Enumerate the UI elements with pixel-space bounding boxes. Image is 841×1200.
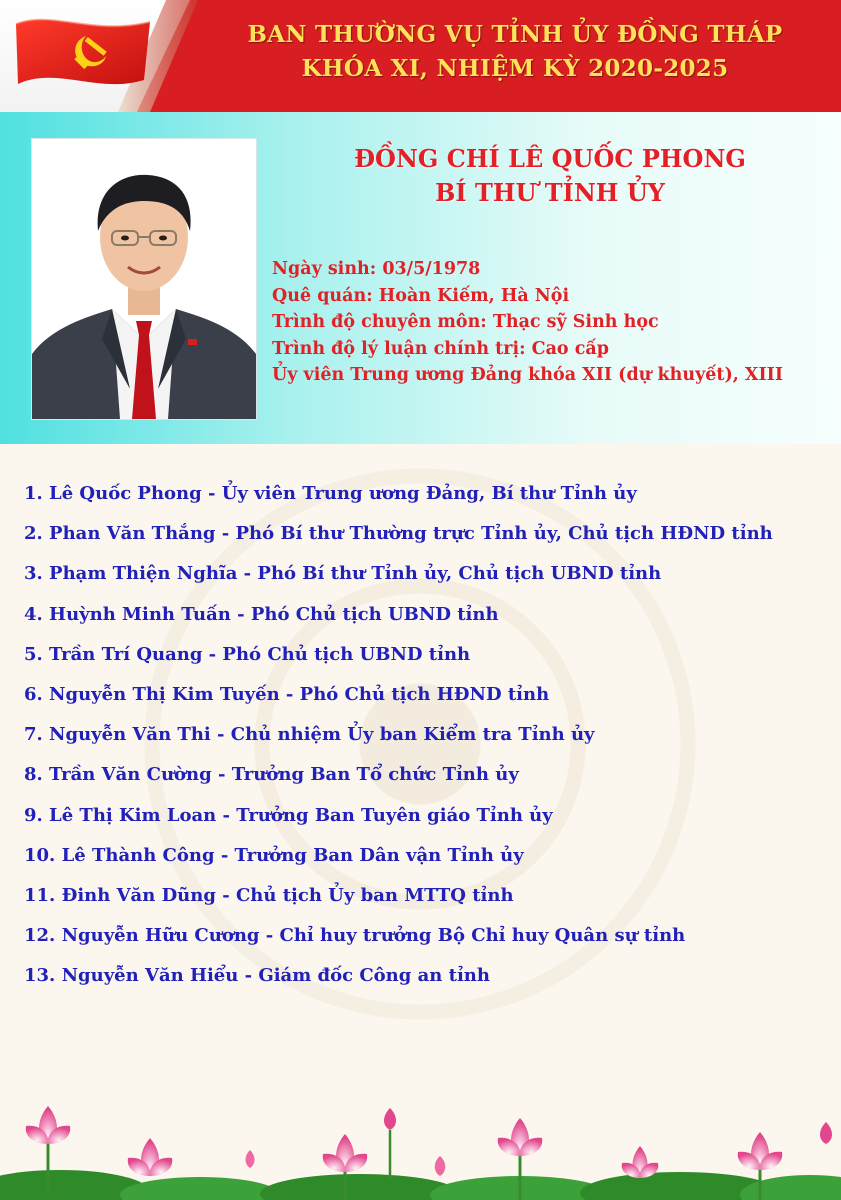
bio-political-theory: Trình độ lý luận chính trị: Cao cấp [272, 338, 609, 359]
list-item: 9. Lê Thị Kim Loan - Trưởng Ban Tuyên giáo Tỉnh ủy [24, 804, 553, 826]
list-item: 6. Nguyễn Thị Kim Tuyến - Phó Chủ tịch HĐND tỉnh [24, 684, 550, 706]
list-item: 2. Phan Văn Thắng - Phó Bí thư Thường trực Tỉnh ủy, Chủ tịch HĐND tỉnh [24, 523, 773, 545]
header-title-line1: BAN THƯỜNG VỤ TỈNH ỦY ĐỒNG THÁP [247, 21, 783, 48]
list-item: 11. Đinh Văn Dũng - Chủ tịch Ủy ban MTTQ tỉnh [24, 885, 514, 907]
bio-education: Trình độ chuyên môn: Thạc sỹ Sinh học [272, 312, 659, 332]
header-title-line2: KHÓA XI, NHIỆM KỲ 2020-2025 [301, 55, 729, 82]
list-item: 8. Trần Văn Cường - Trưởng Ban Tổ chức Tỉnh ủy [24, 764, 519, 786]
members-list [24, 474, 773, 997]
list-item: 7. Nguyễn Văn Thi - Chủ nhiệm Ủy ban Kiểm tra Tỉnh ủy [24, 724, 595, 746]
header-title [200, 18, 830, 86]
list-item: 12. Nguyễn Hữu Cương - Chỉ huy trưởng Bộ Chỉ huy Quân sự tỉnh [24, 925, 686, 947]
leader-title [290, 142, 810, 210]
leader-bio [272, 256, 783, 389]
list-item: 13. Nguyễn Văn Hiểu - Giám đốc Công an tỉnh [24, 965, 490, 987]
header-banner [0, 0, 841, 112]
lotus-flower-icon [622, 1146, 659, 1178]
list-item: 4. Huỳnh Minh Tuấn - Phó Chủ tịch UBND tỉnh [24, 603, 499, 625]
list-item: 10. Lê Thành Công - Trưởng Ban Dân vận Tỉnh ủy [24, 844, 524, 866]
list-item: 1. Lê Quốc Phong - Ủy viên Trung ương Đảng, Bí thư Tỉnh ủy [24, 483, 637, 504]
party-flag-icon [12, 14, 154, 92]
leader-position-line: BÍ THƯ TỈNH ỦY [435, 178, 665, 207]
bio-hometown: Quê quán: Hoàn Kiếm, Hà Nội [272, 285, 570, 306]
members-section [0, 444, 841, 1200]
bio-birthdate: Ngày sinh: 03/5/1978 [272, 259, 481, 279]
list-item: 3. Phạm Thiện Nghĩa - Phó Bí thư Tỉnh ủy, Chủ tịch UBND tỉnh [24, 563, 662, 585]
leader-portrait [31, 138, 257, 420]
leader-name-line: ĐỒNG CHÍ LÊ QUỐC PHONG [354, 144, 746, 173]
lotus-footer [0, 1100, 841, 1200]
lotus-flower-icon [128, 1138, 172, 1176]
list-item: 5. Trần Trí Quang - Phó Chủ tịch UBND tỉnh [24, 643, 471, 665]
bio-central-committee: Ủy viên Trung ương Đảng khóa XII (dự khuyết), XIII [272, 365, 784, 385]
leader-profile [0, 112, 841, 444]
